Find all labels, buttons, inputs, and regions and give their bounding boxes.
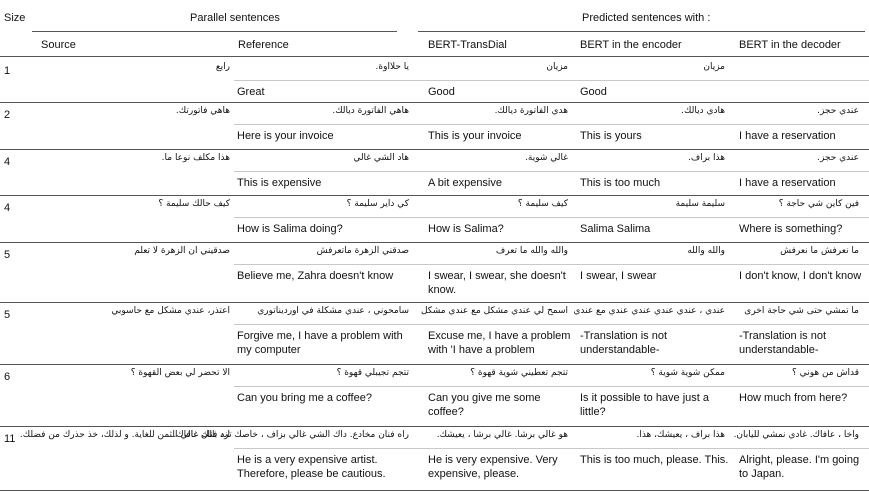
row-size: 2 (4, 109, 11, 121)
reference-english: How is Salima doing? (237, 223, 343, 235)
encoder-arabic: ممكن شوية شوية ؟ (650, 368, 725, 378)
encoder-english: I swear, I swear (580, 270, 657, 282)
header-parallel-sentences: Parallel sentences (190, 12, 280, 24)
decoder-arabic: ما تمشي حتى شي حاجة اخرى (744, 306, 859, 316)
source-sentence: كيف حالك سليمة ؟ (158, 199, 230, 209)
header-predicted-sentences: Predicted sentences with : (582, 12, 711, 24)
transdial-english: Good (428, 86, 455, 98)
reference-english: He is a very expensive artist. Therefore, please be cautious. (237, 454, 386, 480)
row-size: 4 (4, 202, 11, 214)
transdial-arabic: كيف سليمة ؟ (517, 199, 568, 209)
row-size: 11 (4, 433, 16, 445)
encoder-english: -Translation is not understandable- (580, 330, 668, 356)
encoder-arabic: هذا براف. (688, 153, 725, 163)
reference-arabic: يا حلااوة. (375, 62, 409, 72)
source-sentence: هذا مكلف نوعا ما. (161, 153, 230, 163)
decoder-english: I have a reservation (739, 177, 836, 189)
encoder-english: This is too much (580, 177, 661, 189)
row-inner-rule (234, 386, 869, 387)
transdial-arabic: هو غالي برشا. غالي برشا ، يعيشك. (436, 430, 568, 440)
source-sentence: رايع (215, 62, 230, 72)
header-bottom-rule (0, 56, 869, 57)
reference-english: Great (237, 86, 265, 98)
encoder-english: Salima Salima (580, 223, 651, 235)
transdial-arabic: مزيان (546, 62, 568, 72)
row-inner-rule (234, 264, 869, 265)
decoder-english: I don't know, I don't know (739, 270, 862, 282)
transdial-english: He is very expensive. Very expensive, please. (428, 454, 558, 480)
row-inner-rule (234, 217, 869, 218)
row-bottom-rule (0, 149, 869, 150)
header-source: Source (41, 39, 76, 51)
header-bert-transdial: BERT-TransDial (428, 39, 507, 51)
decoder-english: I have a reservation (739, 130, 836, 142)
reference-english: Can you bring me a coffee? (237, 392, 372, 404)
row-inner-rule (234, 324, 869, 325)
header-size: Size (4, 12, 26, 24)
reference-arabic: تتجم تجيبلي قهوة ؟ (336, 368, 409, 378)
source-sentence: صدقيني ان الزهرة لا تعلم (134, 246, 230, 256)
decoder-arabic: عندي حجز. (817, 153, 859, 163)
source-sentence: اعتذر، عندي مشكل مع حاسوبي (111, 306, 230, 316)
row-size: 5 (4, 249, 11, 261)
decoder-arabic: فين كاين شي حاجة ؟ (778, 199, 859, 209)
transdial-arabic: هدي الفاتورة ديالك. (494, 106, 568, 116)
source-sentence: انه فنان غالي الثمن للغاية. و لذلك، خذ حذرك من فضلك. (19, 430, 230, 440)
row-inner-rule (234, 80, 869, 81)
transdial-arabic: تتجم تعطيني شوية قهوة ؟ (470, 368, 568, 378)
transdial-english: I swear, I swear, she doesn't know. (428, 270, 566, 296)
encoder-arabic: مزيان (703, 62, 725, 72)
row-size: 5 (4, 309, 11, 321)
row-size: 6 (4, 371, 11, 383)
header-reference: Reference (238, 39, 289, 51)
reference-english: Forgive me, I have a problem with my computer (237, 330, 403, 356)
decoder-arabic: عندي حجز. (817, 106, 859, 116)
row-bottom-rule (0, 195, 869, 196)
reference-english: This is expensive (237, 177, 322, 189)
row-bottom-rule (0, 242, 869, 243)
header-bert-encoder: BERT in the encoder (580, 39, 682, 51)
source-sentence: هاهي فاتورتك. (175, 106, 230, 116)
encoder-english: This is too much, please. This. (580, 454, 729, 466)
encoder-english: Good (580, 86, 607, 98)
transdial-arabic: غالي شوية. (525, 153, 568, 163)
encoder-arabic: عندي ، عندي عندي عندي عندي مع عندي (573, 306, 725, 316)
header-bert-decoder: BERT in the decoder (739, 39, 841, 51)
decoder-english: Where is something? (739, 223, 843, 235)
transdial-arabic: اسمح لي عندي مشكل مع عندي مشكل (420, 306, 568, 316)
decoder-arabic: واخا ، عافاك. غادي نمشي لليابان. (733, 430, 859, 440)
row-bottom-rule (0, 426, 869, 427)
decoder-arabic: قداش من هوني ؟ (792, 368, 859, 378)
transdial-english: How is Salima? (428, 223, 504, 235)
row-size: 1 (4, 65, 11, 77)
transdial-english: Excuse me, I have a problem with 'I have a problem (428, 330, 571, 356)
reference-english: Believe me, Zahra doesn't know (237, 270, 394, 282)
row-inner-rule (234, 124, 869, 125)
reference-english: Here is your invoice (237, 130, 334, 142)
row-inner-rule (234, 171, 869, 172)
row-bottom-rule (0, 364, 869, 365)
reference-arabic: كي داير سليمة ؟ (346, 199, 409, 209)
encoder-arabic: سليمة سليمة (675, 199, 725, 209)
encoder-english: Is it possible to have just a little? (580, 392, 710, 418)
reference-arabic: هاد الشي غالي (353, 153, 409, 163)
reference-arabic: راه فنان مخادع. داك الشي غالي بزاف ، خاصك ترد بالك عافاك. (173, 430, 409, 440)
encoder-arabic: هذا براف ، يعيشك، هذا. (636, 430, 725, 440)
decoder-english: How much from here? (739, 392, 848, 404)
decoder-english: Alright, please. I'm going to Japan. (739, 454, 860, 480)
row-size: 4 (4, 156, 11, 168)
transdial-english: This is your invoice (428, 130, 522, 142)
row-bottom-rule (0, 302, 869, 303)
header-rule-predicted (418, 31, 865, 32)
encoder-english: This is yours (580, 130, 642, 142)
source-sentence: الا تحضر لي بعض القهوة ؟ (130, 368, 230, 378)
row-bottom-rule (0, 102, 869, 103)
reference-arabic: هاهي الفاتورة ديالك. (332, 106, 409, 116)
reference-arabic: سامحوني ، عندي مشكلة في اوردیناتوري (257, 306, 409, 316)
transdial-english: Can you give me some coffee? (428, 392, 541, 418)
reference-arabic: صدقني الزهرة ماتعرفش (316, 246, 409, 256)
transdial-english: A bit expensive (428, 177, 502, 189)
header-rule-parallel (32, 31, 397, 32)
decoder-arabic: ما نعرفش ما نعرفش (780, 246, 859, 256)
decoder-english: -Translation is not understandable- (739, 330, 827, 356)
encoder-arabic: والله والله (687, 246, 725, 256)
row-inner-rule (234, 448, 869, 449)
row-bottom-rule (0, 490, 869, 491)
encoder-arabic: هادي ديالك. (681, 106, 725, 116)
transdial-arabic: والله والله ما تعرف (495, 246, 568, 256)
